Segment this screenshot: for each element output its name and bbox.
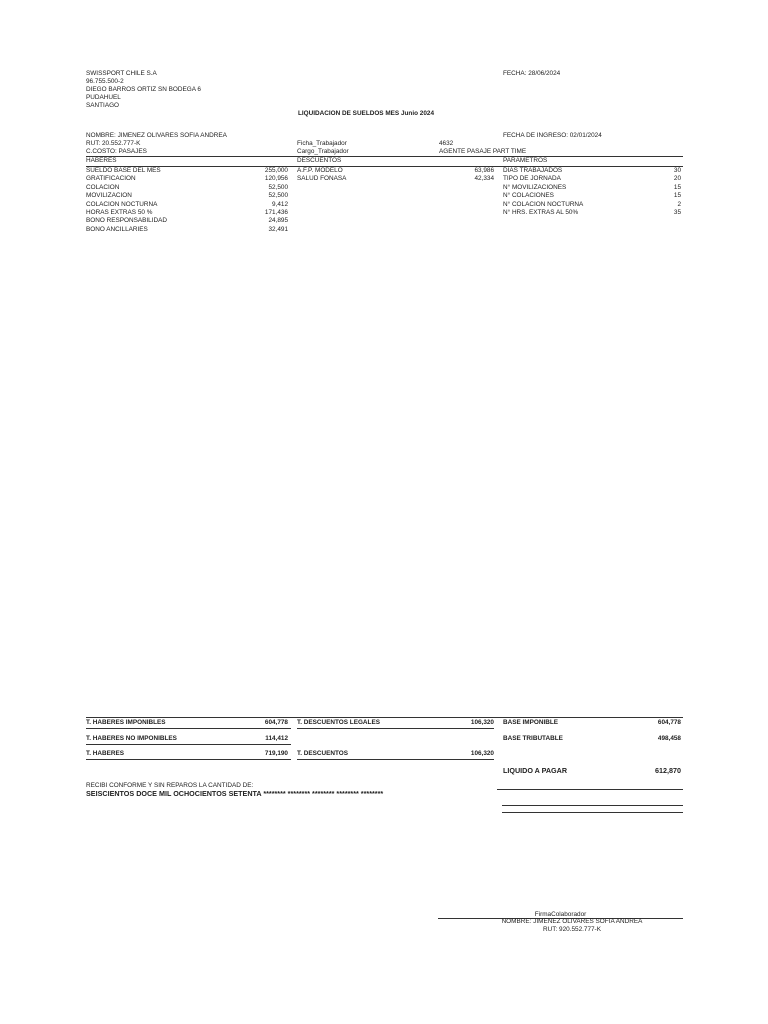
haberes-item-value: 32,491 — [268, 225, 288, 233]
signature-label: FirmaColaborador — [534, 911, 587, 918]
haberes-header: HABERES — [86, 157, 117, 164]
parametros-item-value: 15 — [673, 192, 681, 199]
ficha-label: Ficha_Trabajador — [297, 140, 347, 147]
signature-name: NOMBRE: JIMENEZ OLIVARES SOFIA ANDREA — [501, 918, 643, 925]
cargo-label: Cargo_Trabajador — [297, 148, 349, 155]
total-haberes-label: T. HABERES — [86, 750, 124, 757]
haberes-item-value: 52,500 — [268, 183, 288, 191]
parametros-item-label: N° COLACION NOCTURNA — [503, 200, 584, 208]
haberes-item-value: 9,412 — [272, 200, 288, 208]
totals-top-rule — [86, 717, 683, 718]
descuentos-item-value: 42,334 — [474, 175, 494, 182]
header-bottom-rule — [86, 166, 683, 167]
amount-in-words: SEISCIENTOS DOCE MIL OCHOCIENTOS SETENTA ******** ******** ******** ******** ******** — [86, 789, 384, 798]
total-descuentos-legales-value: 106,320 — [470, 719, 494, 726]
base-tributable-value: 498,458 — [657, 735, 681, 742]
company-commune: PUDAHUEL — [86, 94, 121, 101]
haberes-item-label: BONO RESPONSABILIDAD — [86, 217, 167, 224]
ficha-value: 4632 — [439, 140, 454, 147]
parametros-item-value: 20 — [673, 175, 681, 182]
haberes-item-label: COLACION NOCTURNA — [86, 200, 158, 208]
liquido-label: LIQUIDO A PAGAR — [503, 766, 568, 775]
company-rut: 96.755.500-2 — [86, 78, 124, 85]
liquido-rule — [497, 789, 683, 790]
parametros-item-value: 15 — [673, 183, 681, 191]
descuentos-header: DESCUENTOS — [297, 157, 342, 164]
company-address: DIEGO BARROS ORTIZ SN BODEGA 6 — [86, 86, 201, 93]
haberes-item-value: 255,000 — [264, 167, 288, 174]
document-title: LIQUIDACION DE SUELDOS MES Junio 2024 — [298, 110, 435, 117]
company-city: SANTIAGO — [86, 102, 120, 109]
base-imponible-value: 604,778 — [657, 719, 681, 726]
totals-rule-left — [86, 728, 291, 729]
haberes-item-label: COLACION — [86, 183, 120, 191]
haberes-item-label: BONO ANCILLARIES — [86, 225, 148, 233]
document-date: FECHA: 28/06/2024 — [503, 70, 561, 77]
employee-cost-center: C.COSTO: PASAJES — [86, 148, 147, 155]
base-tributable-label: BASE TRIBUTABLE — [503, 735, 563, 742]
descuentos-item-label: SALUD FONASA — [297, 175, 347, 182]
parametros-header: PARAMETROS — [503, 157, 548, 164]
employee-rut: RUT: 20.552.777-K — [86, 140, 141, 147]
descuentos-item-value: 63,986 — [474, 167, 494, 174]
cargo-value: AGENTE PASAJE PART TIME — [439, 148, 527, 155]
haberes-item-label: HORAS EXTRAS 50 % — [86, 209, 153, 216]
employee-name: NOMBRE: JIMENEZ OLIVARES SOFIA ANDREA — [86, 132, 227, 139]
totals-rule-left-3 — [86, 759, 291, 760]
liquido-value: 612,870 — [655, 766, 681, 775]
haberes-item-value: 171,436 — [264, 209, 288, 216]
totals-rule-mid-3 — [297, 759, 494, 760]
total-haberes-value: 719,190 — [264, 750, 288, 757]
haberes-item-value: 52,500 — [268, 192, 288, 199]
parametros-item-label: N° HRS. EXTRAS AL 50% — [503, 209, 579, 216]
parametros-item-label: DIAS TRABAJADOS — [503, 167, 563, 174]
parametros-item-value: 2 — [677, 200, 681, 208]
haberes-item-label: MOVILIZACION — [86, 192, 132, 199]
haberes-item-value: 120,956 — [264, 175, 288, 182]
base-imponible-label: BASE IMPONIBLE — [503, 719, 559, 726]
receipt-statement: RECIBI CONFORME Y SIN REPAROS LA CANTIDAD DE: — [86, 782, 254, 789]
totals-rule-mid — [297, 728, 494, 729]
total-descuentos-legales-label: T. DESCUENTOS LEGALES — [297, 719, 380, 726]
haberes-item-label: GRATIFICACION — [86, 175, 136, 182]
total-haberes-no-imponibles-label: T. HABERES NO IMPONIBLES — [86, 735, 177, 742]
parametros-item-label: N° MOVILIZACIONES — [503, 183, 567, 191]
total-descuentos-value: 106,320 — [470, 750, 494, 757]
blank-line-1 — [502, 805, 683, 806]
descuentos-item-label: A.F.P. MODELO — [297, 167, 343, 174]
total-haberes-no-imponibles-value: 114,412 — [265, 735, 288, 742]
parametros-item-value: 35 — [673, 209, 681, 216]
company-name: SWISSPORT CHILE S.A — [86, 70, 157, 77]
parametros-item-label: N° COLACIONES — [503, 192, 554, 199]
haberes-item-label: SUELDO BASE DEL MES — [86, 167, 161, 174]
haberes-item-value: 24,895 — [268, 217, 288, 224]
blank-line-2 — [502, 812, 683, 813]
parametros-item-value: 30 — [673, 167, 681, 174]
hire-date: FECHA DE INGRESO: 02/01/2024 — [503, 132, 602, 139]
signature-rut: RUT: 920.552.777-K — [543, 926, 601, 933]
parametros-item-label: TIPO DE JORNADA — [503, 175, 561, 182]
total-descuentos-label: T. DESCUENTOS — [297, 750, 349, 757]
total-haberes-imponibles-label: T. HABERES IMPONIBLES — [86, 719, 166, 726]
total-haberes-imponibles-value: 604,778 — [264, 719, 288, 726]
totals-rule-left-2 — [86, 744, 291, 745]
header-top-rule — [86, 156, 683, 157]
